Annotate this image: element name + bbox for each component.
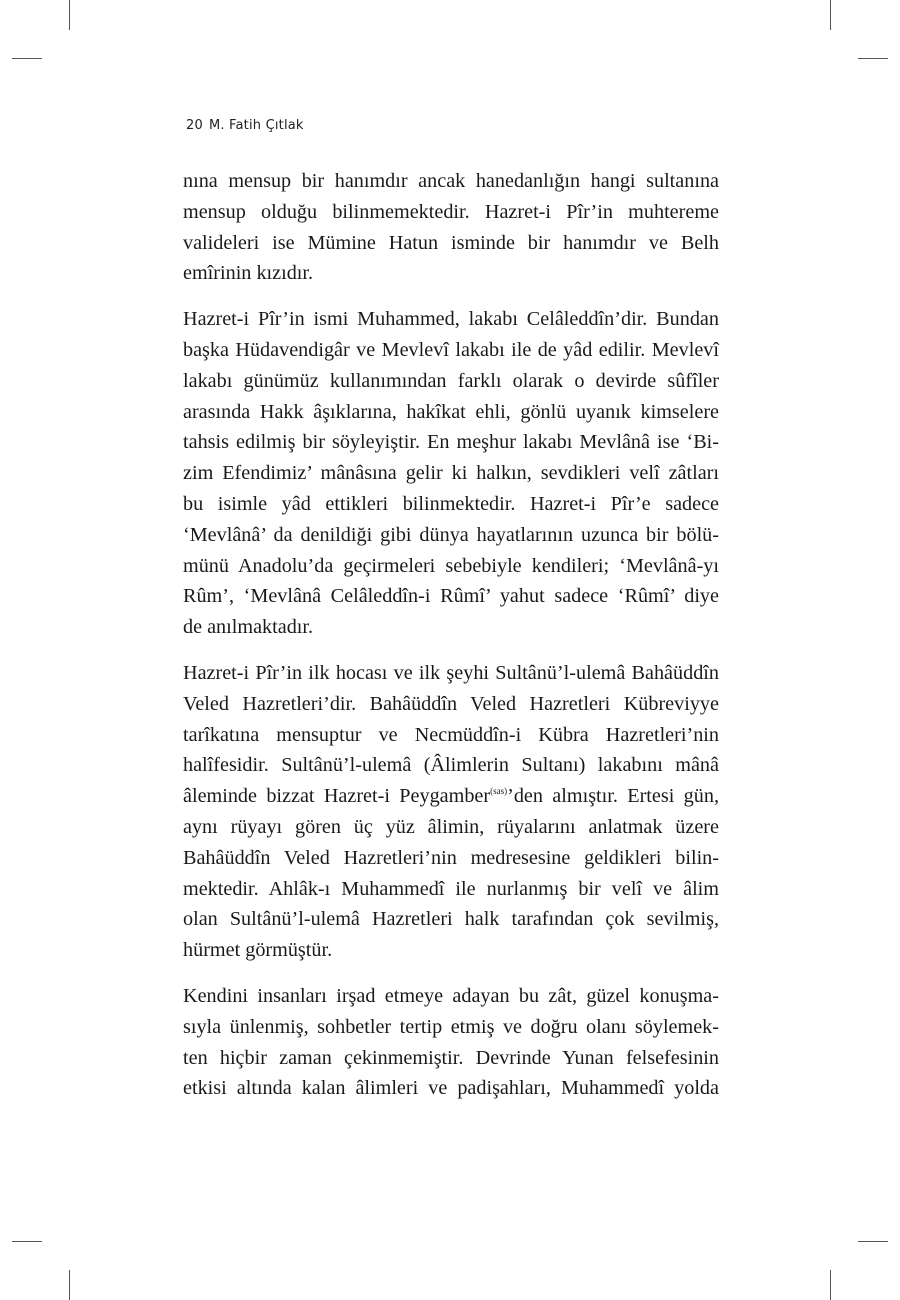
paragraph-1 (183, 166, 719, 289)
page-number: 20 (186, 118, 203, 133)
text-line: Bahâüddîn Veled Hazretleri’nin medresesine geldikleri bilin- (183, 846, 719, 869)
crop-mark-top-right-horizontal (858, 58, 888, 59)
text-line: Hazret-i Pîr’in ilk hocası ve ilk şeyhi Sultânü’l-ulemâ Bahâüddîn (183, 661, 719, 684)
body-text (183, 166, 719, 1119)
crop-mark-top-right-vertical (830, 0, 831, 30)
text-line: lakabı günümüz kullanımından farklı olarak o devirde sûfîler (183, 369, 719, 392)
text-line: emîrinin kızıdır. (183, 262, 314, 285)
text-line: mektedir. Ahlâk-ı Muhammedî ile nurlanmış bir velî ve âlim (183, 877, 719, 900)
author-name: M. Fatih Çıtlak (208, 118, 304, 133)
text-line: Kendini insanları irşad etmeye adayan bu zât, güzel konuşma- (183, 984, 719, 1007)
text-line: Rûm’, ‘Mevlânâ Celâleddîn-i Rûmî’ yahut sadece ‘Rûmî’ diye (183, 585, 719, 608)
text-line: nına mensup bir hanımdır ancak hanedanlığın hangi sultanına (183, 170, 719, 192)
paragraph-4 (183, 981, 719, 1104)
crop-mark-bottom-right-horizontal (858, 1241, 888, 1242)
crop-mark-top-left-horizontal (12, 58, 42, 59)
text-line: bu isimle yâd ettikleri bilinmektedir. Hazret-i Pîr’e sadece (183, 492, 719, 515)
paragraph-3 (183, 658, 719, 966)
crop-mark-bottom-left-vertical (69, 1270, 70, 1300)
text-line: etkisi altında kalan âlimleri ve padişahları, Muhammedî yolda (183, 1077, 719, 1100)
text-line: valideleri ise Mümine Hatun isminde bir hanımdır ve Belh (183, 231, 719, 254)
text-line: halîfesidir. Sultânü’l-ulemâ (Âlimlerin Sultanı) lakabını mânâ (183, 754, 719, 777)
text-line: hürmet görmüştür. (183, 939, 333, 962)
crop-mark-top-left-vertical (69, 0, 70, 30)
text-line: münü Anadolu’da geçirmeleri sebebiyle kendileri; ‘Mevlânâ-yı (183, 554, 719, 577)
text-line: Hazret-i Pîr’in ismi Muhammed, lakabı Celâleddîn’dir. Bundan (183, 308, 719, 331)
honorific-superscript: (sas) (490, 786, 508, 797)
text-line: tahsis edilmiş bir söyleyiştir. En meşhur lakabı Mevlânâ ise ‘Bi- (183, 431, 719, 454)
text-segment: ’den almıştır. Ertesi gün, (507, 785, 719, 808)
text-line-with-footnote (183, 781, 719, 812)
text-line: zim Efendimiz’ mânâsına gelir ki halkın, sevdikleri velî zâtları (183, 462, 719, 485)
text-line: mensup olduğu bilinmemektedir. Hazret-i Pîr’in muhtereme (183, 200, 719, 223)
text-line: Veled Hazretleri’dir. Bahâüddîn Veled Hazretleri Kübreviyye (183, 692, 719, 715)
text-line: tarîkatına mensuptur ve Necmüddîn-i Kübra Hazretleri’nin (183, 723, 719, 746)
text-line: olan Sultânü’l-ulemâ Hazretleri halk tarafından çok sevilmiş, (183, 908, 719, 931)
crop-mark-bottom-left-horizontal (12, 1241, 42, 1242)
crop-mark-bottom-right-vertical (830, 1270, 831, 1300)
text-line: ten hiçbir zaman çekinmemiştir. Devrinde Yunan felsefesinin (183, 1046, 719, 1069)
text-line: aynı rüyayı gören üç yüz âlimin, rüyalarını anlatmak üzere (183, 815, 719, 838)
text-line: arasında Hakk âşıklarına, hakîkat ehli, gönlü uyanık kimselere (183, 400, 719, 423)
paragraph-2 (183, 304, 719, 643)
text-line: başka Hüdavendigâr ve Mevlevî lakabı ile de yâd edilir. Mevlevî (183, 338, 719, 361)
text-segment: âleminde bizzat Hazret-i Peygamber (183, 785, 491, 808)
text-line: de anılmaktadır. (183, 616, 314, 639)
text-line: sıyla ünlenmiş, sohbetler tertip etmiş ve doğru olanı söylemek- (183, 1015, 719, 1038)
running-header (186, 118, 304, 133)
text-line: ‘Mevlânâ’ da denildiği gibi dünya hayatlarının uzunca bir bölü- (183, 523, 719, 546)
